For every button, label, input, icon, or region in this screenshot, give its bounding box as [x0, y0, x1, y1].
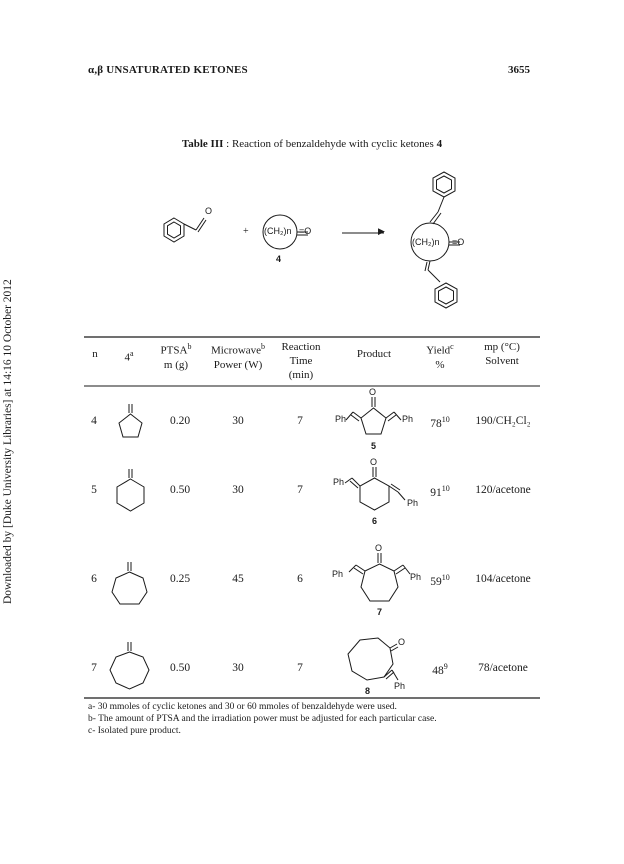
row-product-ph-right: Ph — [402, 414, 414, 424]
product-dibenzylidene-cyclohexanone — [345, 467, 405, 510]
product-dibenzylidene-cyclopentanone — [346, 397, 401, 434]
column-header-product: Product — [356, 348, 392, 360]
scheme-plus-sign: + — [243, 226, 249, 237]
row-product-oxygen: O — [398, 637, 406, 647]
ketone-ring-label: (CH₂)n — [264, 226, 292, 236]
row-product-oxygen: O — [375, 543, 383, 553]
reactant-cycloheptanone — [112, 562, 147, 604]
column-header-time: Reaction Time (min) — [281, 341, 321, 381]
compound-4-label: 4 — [276, 254, 282, 264]
row-product-number: 6 — [372, 516, 378, 526]
column-header-ketone: 4$^a$ — [124, 349, 134, 364]
row-yield: $48^9$ — [432, 662, 448, 677]
benzaldehyde-structure — [164, 218, 206, 242]
product-ring-label: (CH₂)n — [412, 237, 440, 247]
page-number: 3655 — [508, 64, 530, 76]
row-power: 30 — [232, 484, 244, 496]
caption-label: Table III — [181, 138, 224, 150]
row-time: 6 — [297, 573, 303, 585]
row-product-oxygen: O — [369, 387, 377, 397]
caption-text: : Reaction of benzaldehyde with cyclic ketones — [223, 138, 437, 150]
column-header-ptsa: PTSA$^b$ m (g) — [160, 342, 192, 371]
aldehyde-oxygen-label: O — [205, 206, 213, 216]
ketone-oxygen-label: =O — [299, 226, 312, 236]
product-benzylidene-cyclooctanone — [348, 638, 398, 680]
row-n: 4 — [91, 415, 97, 427]
running-header-title: α,β UNSATURATED KETONES — [88, 64, 248, 76]
row-mp: 104/acetone — [475, 573, 531, 585]
row-time: 7 — [297, 484, 303, 496]
column-header-n: n — [92, 348, 98, 360]
row-product-ph-left: Ph — [333, 477, 345, 487]
row-n: 7 — [91, 662, 97, 674]
row-ptsa: 0.50 — [169, 662, 191, 674]
row-ptsa: 0.50 — [169, 484, 191, 496]
row-product-ph-left: Ph — [332, 569, 344, 579]
row-mp: 190/CH₂Cl₂ — [475, 415, 531, 427]
row-product-ph-right: Ph — [410, 572, 422, 582]
row-mp: 120/acetone — [475, 484, 531, 496]
row-yield: $91^{10}$ — [430, 484, 450, 499]
product-dibenzylidene-cycloheptanone — [349, 553, 410, 601]
row-yield: $59^{10}$ — [430, 573, 450, 588]
caption-compound: 4 — [436, 138, 443, 150]
row-yield: $78^{10}$ — [430, 415, 450, 430]
reactant-cyclopentanone — [119, 404, 142, 437]
row-power: 30 — [232, 662, 244, 674]
row-product-oxygen: O — [370, 457, 378, 467]
row-time: 7 — [297, 662, 303, 674]
reactant-cyclohexanone — [117, 469, 144, 511]
reactant-cyclooctanone — [110, 642, 149, 689]
footnote-a: a- 30 mmoles of cyclic ketones and 30 or 60 mmoles of benzaldehyde were used. — [88, 702, 397, 712]
footnote-b: b- The amount of PTSA and the irradiation power must be adjusted for each particular case. — [88, 714, 437, 724]
column-header-mp: mp (°C) Solvent — [484, 341, 520, 367]
row-power: 45 — [232, 573, 244, 585]
row-n: 5 — [91, 484, 97, 496]
row-n: 6 — [91, 573, 97, 585]
row-product-ph-right: Ph — [407, 498, 419, 508]
row-power: 30 — [232, 415, 244, 427]
row-product-number: 5 — [371, 441, 377, 451]
row-mp: 78/acetone — [478, 662, 528, 674]
download-watermark: Downloaded by [Duke University Libraries] at 14:16 10 October 2012 — [2, 279, 14, 605]
row-product-number: 8 — [365, 686, 371, 696]
row-product-number: 7 — [377, 607, 383, 617]
column-header-yield: Yield$^c$ % — [426, 342, 454, 371]
product-oxygen-label: =O — [452, 237, 465, 247]
column-header-power: Microwave$^b$ Power (W) — [210, 342, 266, 371]
row-product-ph-left: Ph — [335, 414, 347, 424]
row-product-ph: Ph — [394, 681, 406, 691]
arrow-head-icon: ▶ — [378, 226, 385, 236]
row-ptsa: 0.20 — [169, 415, 191, 427]
row-time: 7 — [297, 415, 303, 427]
footnote-c: c- Isolated pure product. — [88, 726, 181, 736]
row-ptsa: 0.25 — [169, 573, 191, 585]
